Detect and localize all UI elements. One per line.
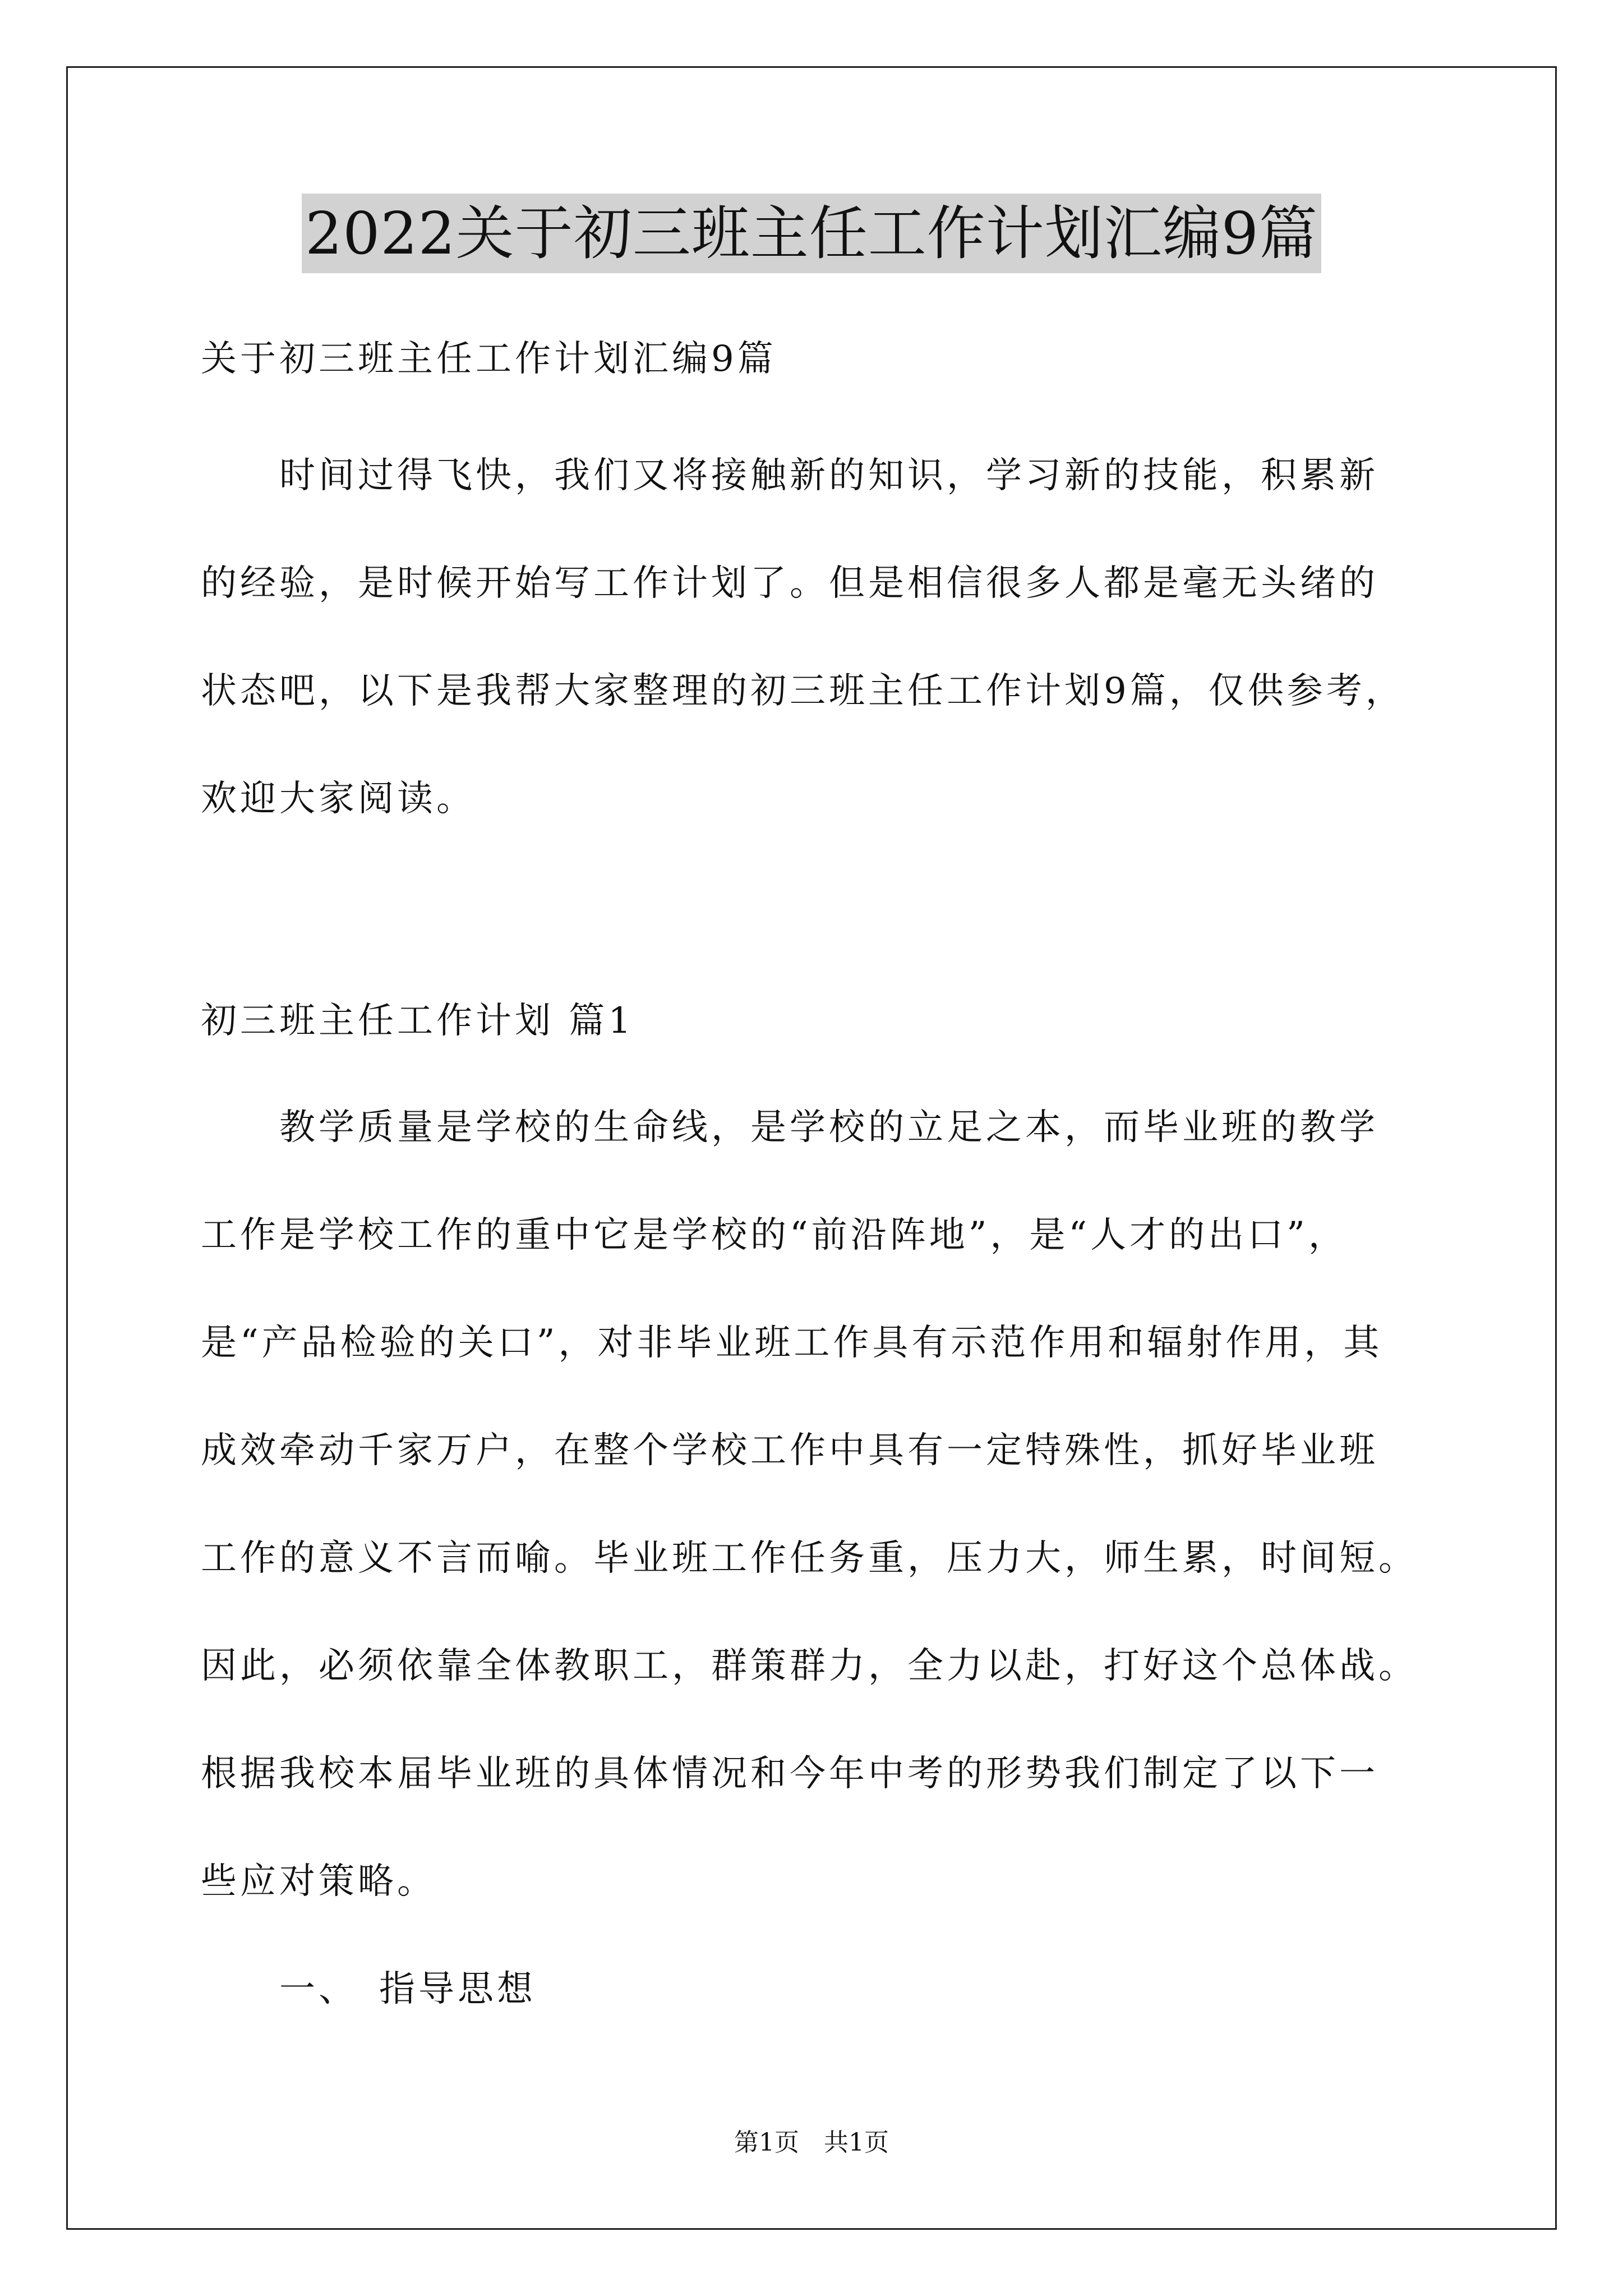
document-title: 2022关于初三班主任工作计划汇编9篇 <box>302 194 1321 273</box>
paragraph-line: 的经验，是时候开始写工作计划了。但是相信很多人都是毫无头绪的 <box>201 563 1378 604</box>
paragraph-line: 时间过得飞快，我们又将接触新的知识，学习新的技能，积累新 <box>201 455 1378 496</box>
page-footer: 第1页 共1页 <box>734 2128 889 2157</box>
subsection-heading: 一、 指导思想 <box>201 1968 536 2010</box>
paragraph-line: 工作是学校工作的重中它是学校的“前沿阵地”，是“人才的出口”， <box>201 1214 1348 1256</box>
paragraph-line: 成效牵动千家万户，在整个学校工作中具有一定特殊性，抓好毕业班 <box>201 1430 1378 1471</box>
title-container <box>0 194 1623 273</box>
paragraph-line: 欢迎大家阅读。 <box>201 778 476 820</box>
section-heading: 初三班主任工作计划 篇1 <box>201 1000 635 1042</box>
paragraph-line: 工作的意义不言而喻。毕业班工作任务重，压力大，师生累，时间短。 <box>201 1538 1418 1579</box>
subtitle-line: 关于初三班主任工作计划汇编9篇 <box>201 338 777 380</box>
paragraph-line: 因此，必须依靠全体教职工，群策群力，全力以赴，打好这个总体战。 <box>201 1645 1418 1687</box>
paragraph-line: 根据我校本届毕业班的具体情况和今年中考的形势我们制定了以下一 <box>201 1753 1378 1795</box>
paragraph-line: 些应对策略。 <box>201 1861 436 1902</box>
paragraph-line: 状态吧，以下是我帮大家整理的初三班主任工作计划9篇，仅供参考， <box>201 670 1405 712</box>
paragraph-line: 教学质量是学校的生命线，是学校的立足之本，而毕业班的教学 <box>201 1107 1378 1148</box>
paragraph-line: 是“产品检验的关口”，对非毕业班工作具有示范作用和辐射作用，其 <box>201 1322 1383 1364</box>
